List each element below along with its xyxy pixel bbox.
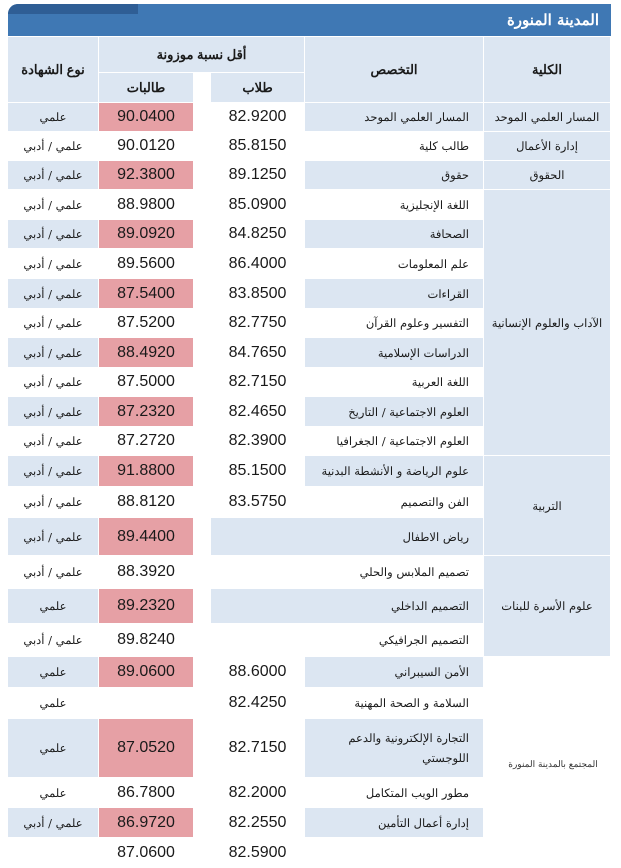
specialization-cell: التجارة الإلكترونية والدعم اللوجستي: [305, 719, 484, 778]
column-gap: [194, 589, 211, 624]
column-gap: [194, 220, 211, 249]
specialization-cell: العلوم الاجتماعية / الجغرافيا: [305, 427, 484, 456]
column-gap: [194, 657, 211, 688]
male-min-cell: 85.0900: [211, 190, 305, 220]
female-min-cell: 87.5000: [99, 368, 194, 397]
title-bar: [8, 4, 611, 36]
female-min-cell: 88.8120: [99, 487, 194, 518]
female-min-cell: 87.2720: [99, 427, 194, 456]
column-gap: [194, 778, 211, 808]
female-min-cell: 87.5400: [99, 279, 194, 309]
certificate-cell: علمي / أدبي: [8, 249, 99, 279]
column-gap: [194, 132, 211, 161]
column-gap: [194, 397, 211, 427]
certificate-cell: علمي / أدبي: [8, 338, 99, 368]
column-gap: [194, 249, 211, 279]
specialization-cell: القراءات: [305, 279, 484, 309]
male-min-cell: 82.7150: [211, 719, 305, 778]
certificate-cell: علمي / أدبي: [8, 456, 99, 487]
specialization-cell: علم المعلومات: [305, 249, 484, 279]
certificate-cell: علمي: [8, 657, 99, 688]
male-min-cell: 82.2000: [211, 778, 305, 808]
female-min-cell: 89.5600: [99, 249, 194, 279]
male-min-cell: 82.4650: [211, 397, 305, 427]
certificate-cell: علمي / أدبي: [8, 161, 99, 190]
certificate-cell: علمي / أدبي: [8, 309, 99, 338]
certificate-cell: علمي / أدبي: [8, 487, 99, 518]
certificate-cell: علمي: [8, 103, 99, 132]
column-gap: [194, 518, 211, 556]
female-min-cell: 88.3920: [99, 556, 194, 589]
specialization-cell: التصميم الداخلي: [211, 589, 484, 624]
female-min-cell: 91.8800: [99, 456, 194, 487]
male-min-cell: 88.6000: [211, 657, 305, 688]
title-bar-accent: [8, 4, 138, 14]
header-specialization: التخصص: [305, 37, 484, 103]
certificate-cell: علمي / أدبي: [8, 220, 99, 249]
column-gap: [194, 338, 211, 368]
certificate-cell: علمي / أدبي: [8, 427, 99, 456]
column-gap: [194, 368, 211, 397]
female-min-cell: 89.8240: [99, 624, 194, 657]
female-min-cell: 89.4400: [99, 518, 194, 556]
header-gap: [194, 73, 211, 103]
male-min-cell: 82.5900: [211, 838, 305, 868]
specialization-cell: تصميم الملابس والحلي: [211, 556, 484, 589]
column-gap: [194, 838, 211, 868]
specialization-cell: [305, 838, 484, 868]
female-min-cell: 87.0520: [99, 719, 194, 778]
male-min-cell: 85.8150: [211, 132, 305, 161]
male-min-cell: 82.4250: [211, 688, 305, 719]
female-min-cell: 89.0920: [99, 220, 194, 249]
female-min-cell: [99, 688, 194, 719]
college-cell: المسار العلمي الموحد: [484, 103, 611, 132]
column-gap: [194, 719, 211, 778]
male-min-cell: 84.7650: [211, 338, 305, 368]
male-min-cell: 85.1500: [211, 456, 305, 487]
column-gap: [194, 624, 211, 657]
specialization-cell: العلوم الاجتماعية / التاريخ: [305, 397, 484, 427]
column-gap: [194, 161, 211, 190]
header-min-weighted: أقل نسبة موزونة: [99, 37, 305, 73]
specialization-cell: طالب كلية: [305, 132, 484, 161]
certificate-cell: علمي / أدبي: [8, 624, 99, 657]
certificate-cell: علمي / أدبي: [8, 556, 99, 589]
certificate-cell: علمي / أدبي: [8, 190, 99, 220]
male-min-cell: 82.7750: [211, 309, 305, 338]
female-min-cell: 92.3800: [99, 161, 194, 190]
specialization-cell: الدراسات الإسلامية: [305, 338, 484, 368]
header-male: طلاب: [211, 73, 305, 103]
specialization-cell: حقوق: [305, 161, 484, 190]
female-min-cell: 90.0120: [99, 132, 194, 161]
certificate-cell: علمي / أدبي: [8, 397, 99, 427]
certificate-cell: [8, 838, 99, 868]
side-note: المجتمع بالمدينة المنورة: [508, 760, 598, 770]
header-certificate: نوع الشهادة: [8, 37, 99, 103]
certificate-cell: علمي: [8, 778, 99, 808]
female-min-cell: 87.5200: [99, 309, 194, 338]
column-gap: [194, 103, 211, 132]
specialization-cell: إدارة أعمال التأمين: [305, 808, 484, 838]
college-cell: علوم الأسرة للبنات: [484, 556, 611, 657]
male-min-cell: 82.3900: [211, 427, 305, 456]
male-min-cell: 82.7150: [211, 368, 305, 397]
male-min-cell: 82.2550: [211, 808, 305, 838]
column-gap: [194, 487, 211, 518]
specialization-cell: مطور الويب المتكامل: [305, 778, 484, 808]
page-title: المدينة المنورة: [506, 11, 599, 29]
column-gap: [194, 309, 211, 338]
column-gap: [194, 190, 211, 220]
column-gap: [194, 456, 211, 487]
specialization-cell: علوم الرياضة و الأنشطة البدنية: [305, 456, 484, 487]
certificate-cell: علمي: [8, 589, 99, 624]
female-min-cell: 87.2320: [99, 397, 194, 427]
male-min-cell: 86.4000: [211, 249, 305, 279]
male-min-cell: 82.9200: [211, 103, 305, 132]
specialization-cell: التفسير وعلوم القرآن: [305, 309, 484, 338]
female-min-cell: 88.9800: [99, 190, 194, 220]
male-min-cell: 83.8500: [211, 279, 305, 309]
specialization-cell: رياض الاطفال: [211, 518, 484, 556]
female-min-cell: 86.9720: [99, 808, 194, 838]
college-cell: الحقوق: [484, 161, 611, 190]
specialization-cell: الصحافة: [305, 220, 484, 249]
specialization-cell: السلامة و الصحة المهنية: [305, 688, 484, 719]
certificate-cell: علمي / أدبي: [8, 518, 99, 556]
specialization-cell: الأمن السيبراني: [305, 657, 484, 688]
column-gap: [194, 427, 211, 456]
certificate-cell: علمي: [8, 688, 99, 719]
certificate-cell: علمي: [8, 719, 99, 778]
female-min-cell: 86.7800: [99, 778, 194, 808]
specialization-cell: المسار العلمي الموحد: [305, 103, 484, 132]
specialization-cell: التصميم الجرافيكي: [211, 624, 484, 657]
specialization-cell: الفن والتصميم: [305, 487, 484, 518]
column-gap: [194, 688, 211, 719]
specialization-cell: اللغة الإنجليزية: [305, 190, 484, 220]
column-gap: [194, 279, 211, 309]
female-min-cell: 89.2320: [99, 589, 194, 624]
certificate-cell: علمي / أدبي: [8, 368, 99, 397]
female-min-cell: 87.0600: [99, 838, 194, 868]
specialization-cell: اللغة العربية: [305, 368, 484, 397]
female-min-cell: 90.0400: [99, 103, 194, 132]
college-cell: الآداب والعلوم الإنسانية: [484, 190, 611, 456]
male-min-cell: 84.8250: [211, 220, 305, 249]
column-gap: [194, 808, 211, 838]
certificate-cell: علمي / أدبي: [8, 132, 99, 161]
male-min-cell: 89.1250: [211, 161, 305, 190]
certificate-cell: علمي / أدبي: [8, 279, 99, 309]
male-min-cell: 83.5750: [211, 487, 305, 518]
college-cell: إدارة الأعمال: [484, 132, 611, 161]
header-college: الكلية: [484, 37, 611, 103]
female-min-cell: 88.4920: [99, 338, 194, 368]
college-cell: التربية: [484, 456, 611, 556]
female-min-cell: 89.0600: [99, 657, 194, 688]
header-female: طالبات: [99, 73, 194, 103]
column-gap: [194, 556, 211, 589]
certificate-cell: علمي / أدبي: [8, 808, 99, 838]
